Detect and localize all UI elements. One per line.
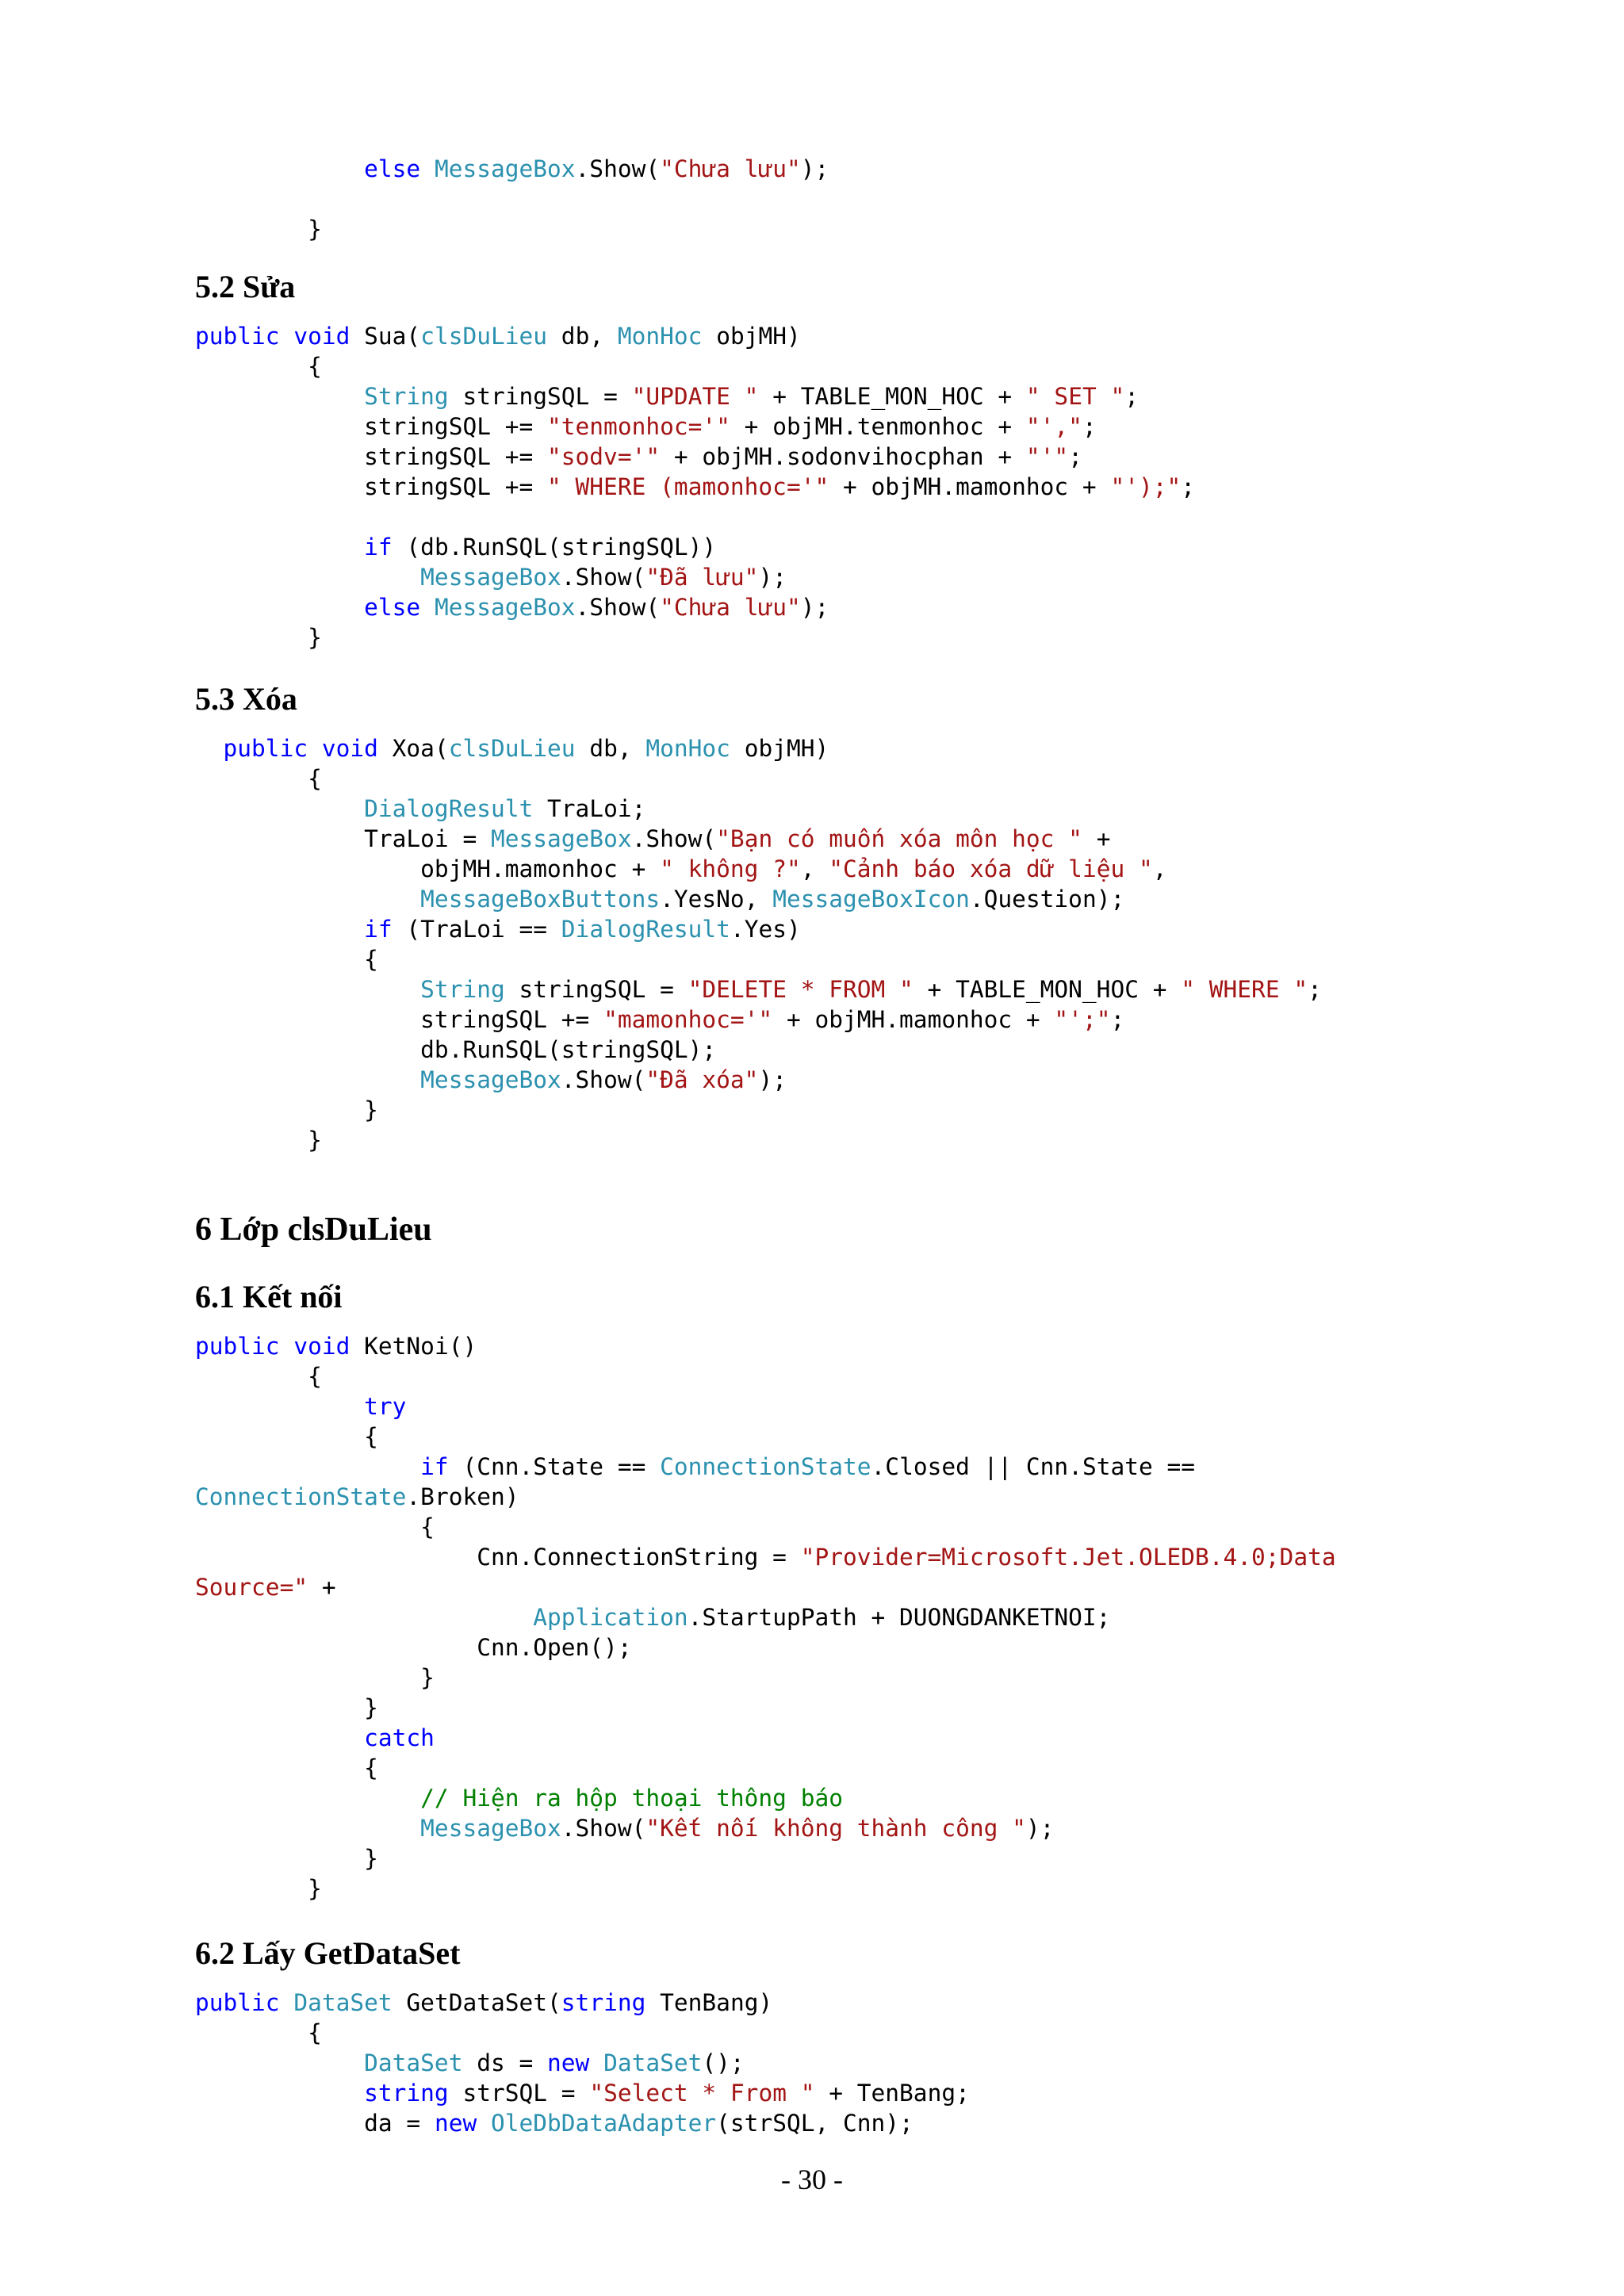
code-token: { — [195, 1423, 378, 1450]
code-token: MessageBox — [490, 825, 632, 852]
code-token: "DELETE * FROM " — [688, 976, 914, 1003]
code-token: public void — [195, 735, 393, 762]
code-token: public void — [195, 323, 365, 350]
code-token: "'" — [1025, 443, 1069, 470]
code-token: (Cnn.State == — [448, 1453, 661, 1480]
code-line — [195, 622, 1195, 652]
code-token: .Show( — [561, 1066, 646, 1093]
code-token: .Show( — [561, 1815, 646, 1842]
code-line — [195, 2018, 970, 2048]
code-token: .Yes) — [730, 916, 801, 943]
code-line — [195, 733, 1322, 763]
code-token: MessageBox — [434, 155, 576, 182]
code-line — [195, 2048, 970, 2078]
code-token: .Question); — [969, 886, 1125, 913]
page-number: - 30 - — [781, 2164, 843, 2195]
code-token: OleDbDataAdapter — [490, 2110, 717, 2137]
code-token: da = — [195, 2110, 435, 2137]
code-token: .YesNo, — [660, 886, 773, 913]
code-line — [195, 884, 1322, 914]
code-line — [195, 1813, 1336, 1843]
code-line — [195, 1843, 1336, 1873]
code-token: ; — [1124, 383, 1139, 410]
code-line — [195, 1065, 1322, 1095]
code-token: } — [195, 624, 322, 651]
code-token: "'," — [1025, 413, 1082, 440]
code-token: ); — [1025, 1815, 1055, 1842]
code-token: ); — [758, 1066, 787, 1093]
code-token: ; — [1181, 473, 1196, 500]
code-line — [195, 1602, 1336, 1632]
code-token: db, — [575, 735, 646, 762]
code-token: Cnn.Open(); — [195, 1634, 632, 1661]
code-token: new — [547, 2049, 604, 2076]
code-line — [195, 411, 1195, 442]
code-token: stringSQL += — [195, 443, 548, 470]
code-line — [195, 2078, 970, 2108]
code-token: objMH.mamonhoc + — [195, 855, 661, 882]
code-token: else — [195, 594, 435, 621]
code-token: try — [195, 1393, 407, 1420]
code-line — [195, 974, 1322, 1004]
code-token: MessageBoxButtons — [195, 886, 661, 913]
code-token: "Select * From " — [589, 2080, 815, 2107]
code-line — [195, 1783, 1336, 1813]
code-token: + TenBang; — [814, 2080, 970, 2107]
code-token: MonHoc — [617, 323, 703, 350]
code-token: (); — [702, 2049, 745, 2076]
code-block-getdataset — [195, 1988, 970, 2138]
code-token: KetNoi() — [364, 1333, 477, 1360]
code-token: DataSet — [293, 1989, 393, 2016]
code-token: db.RunSQL(stringSQL); — [195, 1036, 717, 1063]
code-token: stringSQL += — [195, 1006, 604, 1033]
code-line — [195, 1004, 1322, 1035]
code-token: MessageBoxIcon — [772, 886, 970, 913]
code-token: ; — [1110, 1006, 1125, 1033]
code-token: + TABLE_MON_HOC + — [913, 976, 1182, 1003]
code-token: " WHERE " — [1181, 976, 1308, 1003]
code-token: TenBang) — [645, 1989, 773, 2016]
code-line — [195, 1331, 1336, 1361]
code-line — [195, 351, 1195, 381]
code-token: Source=" — [195, 1574, 308, 1601]
code-line — [195, 472, 1195, 502]
code-token: { — [195, 1513, 435, 1540]
code-token: + objMH.mamonhoc + — [829, 473, 1111, 500]
code-line — [195, 1873, 1336, 1904]
code-line — [195, 1512, 1336, 1542]
code-token: GetDataSet( — [392, 1989, 561, 2016]
code-token: catch — [195, 1724, 435, 1751]
code-token: } — [195, 1096, 378, 1123]
code-token: " không ?" — [660, 855, 801, 882]
code-line — [195, 763, 1322, 794]
code-line — [195, 914, 1322, 944]
code-token: public — [195, 1989, 294, 2016]
code-line — [195, 1572, 1336, 1602]
code-token: DialogResult — [561, 916, 730, 943]
code-line — [195, 1663, 1336, 1693]
code-token: ds = — [462, 2049, 548, 2076]
heading-5-2: 5.2 Sửa — [195, 269, 296, 304]
code-token: "sodv='" — [547, 443, 661, 470]
code-token: "Chưa lưu" — [660, 594, 801, 621]
heading-6-2: 6.2 Lấy GetDataSet — [195, 1935, 461, 1971]
code-token: MessageBox — [434, 594, 576, 621]
code-block-xoa — [195, 733, 1322, 1155]
code-token: + objMH.sodonvihocphan + — [660, 443, 1026, 470]
code-token: DataSet — [603, 2049, 703, 2076]
code-token: db, — [547, 323, 618, 350]
code-token: ; — [1068, 443, 1082, 470]
code-token: clsDuLieu — [420, 323, 548, 350]
code-block-top — [195, 154, 829, 244]
code-token: { — [195, 1755, 378, 1781]
code-token: Xoa( — [392, 735, 449, 762]
code-token: // Hiện ra hộp thoại thông báo — [195, 1785, 843, 1812]
code-token: DialogResult — [195, 795, 534, 822]
code-token: , — [1152, 855, 1167, 882]
code-line — [195, 1422, 1336, 1452]
code-token: "Cảnh báo xóa dữ liệu " — [829, 855, 1153, 882]
code-token: } — [195, 1694, 378, 1721]
code-line — [195, 1542, 1336, 1572]
code-line — [195, 1095, 1322, 1125]
code-token: { — [195, 946, 378, 973]
code-token: Cnn.ConnectionString = — [195, 1544, 801, 1571]
code-token: } — [195, 216, 322, 243]
code-token: TraLoi; — [533, 795, 646, 822]
heading-6: 6 Lớp clsDuLieu — [195, 1211, 432, 1248]
code-token: ); — [800, 155, 829, 182]
code-token: { — [195, 2019, 322, 2046]
code-token: + TABLE_MON_HOC + — [758, 383, 1026, 410]
code-token: String — [195, 976, 505, 1003]
code-token: TraLoi = — [195, 825, 491, 852]
code-line — [195, 532, 1195, 562]
code-line — [195, 1988, 970, 2018]
code-token: public void — [195, 1333, 365, 1360]
code-token: "Chưa lưu" — [660, 155, 801, 182]
code-token: .Show( — [631, 825, 717, 852]
code-token: Sua( — [364, 323, 421, 350]
code-token: MonHoc — [645, 735, 730, 762]
code-token: MessageBox — [195, 1066, 561, 1093]
code-line — [195, 1723, 1336, 1753]
code-token: String — [195, 383, 449, 410]
code-token: (TraLoi == — [392, 916, 561, 943]
code-token: ); — [800, 594, 829, 621]
code-token: "';" — [1054, 1006, 1111, 1033]
code-token: "UPDATE " — [631, 383, 759, 410]
code-token: "Đã lưu" — [645, 564, 759, 591]
code-token: MessageBox — [195, 564, 561, 591]
code-token: stringSQL += — [195, 413, 548, 440]
code-token: DataSet — [195, 2049, 463, 2076]
heading-5-3: 5.3 Xóa — [195, 681, 297, 717]
code-line — [195, 1035, 1322, 1065]
code-token: .Show( — [575, 594, 661, 621]
code-token: ConnectionState — [195, 1483, 407, 1510]
code-token: objMH) — [702, 323, 801, 350]
code-line — [195, 944, 1322, 974]
code-token: objMH) — [730, 735, 829, 762]
code-token: if — [195, 1453, 449, 1480]
code-token: if — [195, 916, 393, 943]
code-line — [195, 2108, 970, 2138]
code-token: } — [195, 1127, 322, 1154]
code-token: string — [561, 1989, 646, 2016]
code-token: "Đã xóa" — [645, 1066, 759, 1093]
code-token: ); — [758, 564, 787, 591]
code-token: stringSQL = — [448, 383, 632, 410]
code-token: { — [195, 353, 322, 380]
code-token: MessageBox — [195, 1815, 561, 1842]
code-token: + objMH.mamonhoc + — [772, 1006, 1055, 1033]
code-token: ; — [1082, 413, 1097, 440]
code-line — [195, 1452, 1336, 1482]
code-line — [195, 381, 1195, 411]
code-line — [195, 442, 1195, 472]
code-token: " SET " — [1025, 383, 1125, 410]
code-token: { — [195, 765, 322, 792]
code-token: "Kết nối không thành công " — [645, 1815, 1026, 1842]
code-token: { — [195, 1363, 322, 1390]
code-line — [195, 854, 1322, 884]
code-line — [195, 562, 1195, 592]
code-line — [195, 184, 829, 214]
code-token: + — [308, 1574, 336, 1601]
code-token: , — [800, 855, 829, 882]
code-line — [195, 154, 829, 184]
code-token: stringSQL += — [195, 473, 548, 500]
code-token: (strSQL, Cnn); — [716, 2110, 914, 2137]
code-token: .Show( — [575, 155, 661, 182]
code-token: "tenmonhoc='" — [547, 413, 730, 440]
code-token: clsDuLieu — [448, 735, 576, 762]
code-token: "Provider=Microsoft.Jet.OLEDB.4.0;Data — [800, 1544, 1336, 1571]
code-token: new — [434, 2110, 491, 2137]
code-token: Application — [195, 1604, 688, 1631]
code-token: ; — [1308, 976, 1322, 1003]
code-token: (db.RunSQL(stringSQL)) — [392, 534, 717, 561]
code-token: ConnectionState — [660, 1453, 871, 1480]
code-block-ketnoi — [195, 1331, 1336, 1904]
code-line — [195, 794, 1322, 824]
code-token: + objMH.tenmonhoc + — [730, 413, 1026, 440]
code-block-sua — [195, 321, 1195, 652]
code-token: "mamonhoc='" — [603, 1006, 773, 1033]
code-token: "');" — [1110, 473, 1182, 500]
heading-6-1: 6.1 Kết nối — [195, 1279, 343, 1314]
code-token: .StartupPath + DUONGDANKETNOI; — [688, 1604, 1111, 1631]
code-token: + — [1082, 825, 1111, 852]
code-token: string — [195, 2080, 449, 2107]
code-token: "Bạn có muốn xóa môn học " — [716, 825, 1082, 852]
code-line — [195, 321, 1195, 351]
code-token: } — [195, 1664, 435, 1691]
code-token: .Broken) — [406, 1483, 519, 1510]
code-token: " WHERE (mamonhoc='" — [547, 473, 829, 500]
code-line — [195, 824, 1322, 854]
code-line — [195, 214, 829, 244]
code-token: } — [195, 1845, 378, 1872]
code-token: .Show( — [561, 564, 646, 591]
code-token: if — [195, 534, 393, 561]
code-line — [195, 1391, 1336, 1422]
code-token: stringSQL = — [504, 976, 688, 1003]
code-line — [195, 1482, 1336, 1512]
code-line — [195, 502, 1195, 532]
code-line — [195, 1632, 1336, 1663]
code-line — [195, 1125, 1322, 1155]
code-line — [195, 592, 1195, 622]
code-line — [195, 1361, 1336, 1391]
code-token: .Closed || Cnn.State == — [871, 1453, 1196, 1480]
code-line — [195, 1753, 1336, 1783]
code-token: strSQL = — [448, 2080, 590, 2107]
code-token: else — [195, 155, 435, 182]
code-line — [195, 1693, 1336, 1723]
code-token: } — [195, 1875, 322, 1902]
